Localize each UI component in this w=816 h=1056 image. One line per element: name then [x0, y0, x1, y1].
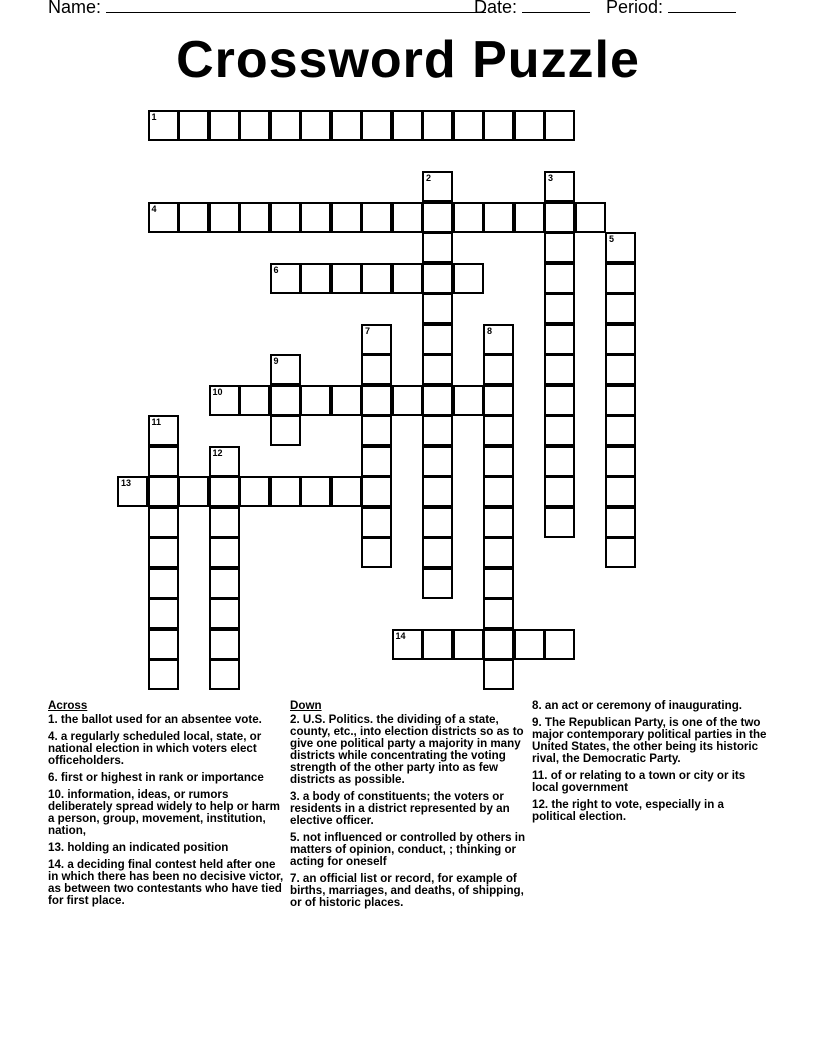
grid-cell[interactable] [209, 446, 240, 477]
clues-column-1 [48, 700, 284, 912]
grid-cell[interactable] [422, 568, 453, 599]
grid-cell[interactable] [209, 598, 240, 629]
clue-item: 1. the ballot used for an absentee vote. [48, 713, 262, 726]
grid-cell[interactable] [544, 507, 575, 538]
grid-cell[interactable] [270, 202, 301, 233]
grid-cell[interactable] [453, 202, 484, 233]
grid-cell[interactable] [361, 110, 392, 141]
grid-cell[interactable] [209, 507, 240, 538]
grid-cell[interactable] [209, 110, 240, 141]
grid-cell[interactable] [422, 476, 453, 507]
clue-number: 13 [121, 478, 132, 488]
grid-cell[interactable] [422, 446, 453, 477]
grid-cell[interactable] [361, 507, 392, 538]
grid-cell[interactable] [270, 110, 301, 141]
grid-cell[interactable] [209, 385, 240, 416]
grid-cell[interactable] [422, 263, 453, 294]
grid-cell[interactable] [361, 263, 392, 294]
clue-item: 10. information, ideas, or rumors deliberately spread widely to help or harm a person, group, movement, institution, nation, [48, 788, 280, 837]
grid-cell[interactable] [483, 598, 514, 629]
grid-cell[interactable] [361, 537, 392, 568]
across-heading: Across [48, 699, 88, 712]
grid-cell[interactable] [270, 476, 301, 507]
date-label: Date: [474, 0, 518, 17]
grid-cell[interactable] [605, 446, 636, 477]
grid-cell[interactable] [422, 385, 453, 416]
grid-cell[interactable] [605, 293, 636, 324]
grid-cell[interactable] [392, 385, 423, 416]
grid-cell[interactable] [148, 598, 179, 629]
grid-cell[interactable] [483, 568, 514, 599]
grid-cell[interactable] [422, 537, 453, 568]
grid-cell[interactable] [422, 232, 453, 263]
clue-number: 10 [212, 386, 223, 397]
grid-cell[interactable] [331, 110, 362, 141]
clue-number: 4 [151, 203, 157, 214]
clue-number: 1 [151, 112, 157, 122]
grid-cell[interactable] [331, 263, 362, 294]
grid-cell[interactable] [361, 476, 392, 507]
grid-cell[interactable] [544, 446, 575, 477]
clues-column-3 [532, 700, 768, 828]
grid-cell[interactable] [544, 171, 575, 202]
grid-cell[interactable] [483, 202, 514, 233]
clue-number: 12 [212, 447, 223, 458]
clue-number: 14 [395, 630, 406, 641]
clue-item: 9. The Republican Party, is one of the two major contemporary political parties in the United States, the other being its historic rival, the Democratic Party. [532, 716, 767, 765]
grid-cell[interactable] [422, 110, 453, 141]
grid-cell[interactable] [209, 202, 240, 233]
grid-cell[interactable] [605, 324, 636, 355]
clue-item: 6. first or highest in rank or importance [48, 771, 264, 784]
grid-cell[interactable] [178, 202, 209, 233]
grid-cell[interactable] [605, 354, 636, 385]
grid-cell[interactable] [422, 354, 453, 385]
grid-cell[interactable] [148, 568, 179, 599]
clue-number: 8 [487, 325, 493, 336]
clue-number: 5 [609, 234, 615, 244]
clue-item: 4. a regularly scheduled local, state, or national election in which voters elect officeholders. [48, 730, 262, 767]
grid-cell[interactable] [270, 354, 301, 385]
grid-cell[interactable] [514, 110, 545, 141]
grid-cell[interactable] [178, 110, 209, 141]
grid-cell[interactable] [544, 232, 575, 263]
grid-cell[interactable] [605, 507, 636, 538]
grid-cell[interactable] [544, 263, 575, 294]
clue-number: 9 [273, 356, 279, 366]
clue-number: 11 [151, 417, 162, 427]
clue-number: 7 [365, 325, 371, 336]
grid-cell[interactable] [422, 293, 453, 324]
grid-cell[interactable] [148, 476, 179, 507]
grid-cell[interactable] [544, 293, 575, 324]
grid-cell[interactable] [300, 263, 331, 294]
clue-item: 11. of or relating to a town or city or its local government [532, 769, 746, 794]
grid-cell[interactable] [361, 324, 392, 355]
clue-number: 2 [426, 173, 432, 183]
grid-cell[interactable] [300, 385, 331, 416]
grid-cell[interactable] [544, 385, 575, 416]
grid-cell[interactable] [605, 385, 636, 416]
grid-cell[interactable] [453, 629, 484, 660]
clue-item: 2. U.S. Politics. the dividing of a state, county, etc., into election districts so as to give one political party a majority in many districts while concentrating the voting strength of the other party into as few districts as possible. [290, 713, 524, 786]
grid-cell[interactable] [178, 476, 209, 507]
grid-cell[interactable] [270, 385, 301, 416]
clue-number: 6 [273, 264, 279, 275]
grid-cell[interactable] [605, 415, 636, 446]
grid-cell[interactable] [544, 476, 575, 507]
grid-cell[interactable] [148, 446, 179, 477]
clue-item: 3. a body of constituents; the voters or residents in a district represented by an elective officer. [290, 790, 510, 827]
grid-cell[interactable] [422, 171, 453, 202]
grid-cell[interactable] [605, 537, 636, 568]
grid-cell[interactable] [483, 324, 514, 355]
grid-cell[interactable] [514, 202, 545, 233]
grid-cell[interactable] [361, 415, 392, 446]
grid-cell[interactable] [270, 415, 301, 446]
clue-number: 3 [548, 173, 554, 183]
grid-cell[interactable] [239, 385, 270, 416]
grid-cell[interactable] [392, 263, 423, 294]
grid-cell[interactable] [209, 659, 240, 690]
grid-cell[interactable] [239, 476, 270, 507]
grid-cell[interactable] [544, 110, 575, 141]
clue-item: 12. the right to vote, especially in a political election. [532, 798, 724, 823]
grid-cell[interactable] [422, 324, 453, 355]
grid-cell[interactable] [361, 446, 392, 477]
grid-cell[interactable] [544, 629, 575, 660]
grid-cell[interactable] [239, 202, 270, 233]
grid-cell[interactable] [483, 476, 514, 507]
grid-cell[interactable] [605, 232, 636, 263]
period-label: Period: [606, 0, 664, 17]
grid-cell[interactable] [544, 202, 575, 233]
grid-cell[interactable] [209, 629, 240, 660]
grid-cell[interactable] [148, 659, 179, 690]
grid-cell[interactable] [239, 110, 270, 141]
grid-cell[interactable] [361, 385, 392, 416]
grid-cell[interactable] [270, 263, 301, 294]
grid-cell[interactable] [453, 110, 484, 141]
grid-cell[interactable] [483, 507, 514, 538]
grid-cell[interactable] [544, 415, 575, 446]
grid-cell[interactable] [148, 507, 179, 538]
grid-cell[interactable] [392, 110, 423, 141]
grid-cell[interactable] [422, 507, 453, 538]
grid-cell[interactable] [148, 629, 179, 660]
grid-cell[interactable] [331, 202, 362, 233]
grid-cell[interactable] [148, 202, 179, 233]
grid-cell[interactable] [361, 354, 392, 385]
grid-cell[interactable] [148, 537, 179, 568]
grid-cell[interactable] [514, 629, 545, 660]
grid-cell[interactable] [331, 476, 362, 507]
grid-cell[interactable] [483, 629, 514, 660]
grid-cell[interactable] [453, 385, 484, 416]
grid-cell[interactable] [209, 568, 240, 599]
grid-cell[interactable] [544, 324, 575, 355]
grid-cell[interactable] [483, 110, 514, 141]
clue-item: 5. not influenced or controlled by others in matters of opinion, conduct, ; thinking or acting for oneself [290, 831, 526, 868]
grid-cell[interactable] [392, 202, 423, 233]
grid-cell[interactable] [483, 537, 514, 568]
grid-cell[interactable] [483, 354, 514, 385]
grid-cell[interactable] [331, 385, 362, 416]
down-heading: Down [290, 699, 322, 712]
clue-item: 8. an act or ceremony of inaugurating. [532, 699, 743, 712]
grid-cell[interactable] [148, 110, 179, 141]
grid-cell[interactable] [361, 202, 392, 233]
name-label: Name: [48, 0, 102, 17]
clue-item: 13. holding an indicated position [48, 841, 229, 854]
grid-cell[interactable] [117, 476, 148, 507]
grid-cell[interactable] [422, 629, 453, 660]
grid-cell[interactable] [300, 202, 331, 233]
grid-cell[interactable] [605, 263, 636, 294]
grid-cell[interactable] [422, 415, 453, 446]
grid-cell[interactable] [544, 354, 575, 385]
grid-cell[interactable] [483, 385, 514, 416]
grid-cell[interactable] [392, 629, 423, 660]
grid-cell[interactable] [422, 202, 453, 233]
grid-cell[interactable] [209, 537, 240, 568]
clues-column-2 [290, 700, 526, 914]
grid-cell[interactable] [148, 415, 179, 446]
clue-item: 14. a deciding final contest held after one in which there has been no decisive victor, as between two contestants who have tied for first place. [48, 858, 284, 907]
grid-cell[interactable] [575, 202, 606, 233]
grid-cell[interactable] [300, 476, 331, 507]
grid-cell[interactable] [483, 659, 514, 690]
grid-cell[interactable] [483, 415, 514, 446]
grid-cell[interactable] [300, 110, 331, 141]
grid-cell[interactable] [209, 476, 240, 507]
grid-cell[interactable] [605, 476, 636, 507]
page-title: Crossword Puzzle [176, 31, 640, 89]
clue-item: 7. an official list or record, for example of births, marriages, and deaths, of shipping, or of historic places. [290, 872, 524, 909]
grid-cell[interactable] [453, 263, 484, 294]
grid-cell[interactable] [483, 446, 514, 477]
